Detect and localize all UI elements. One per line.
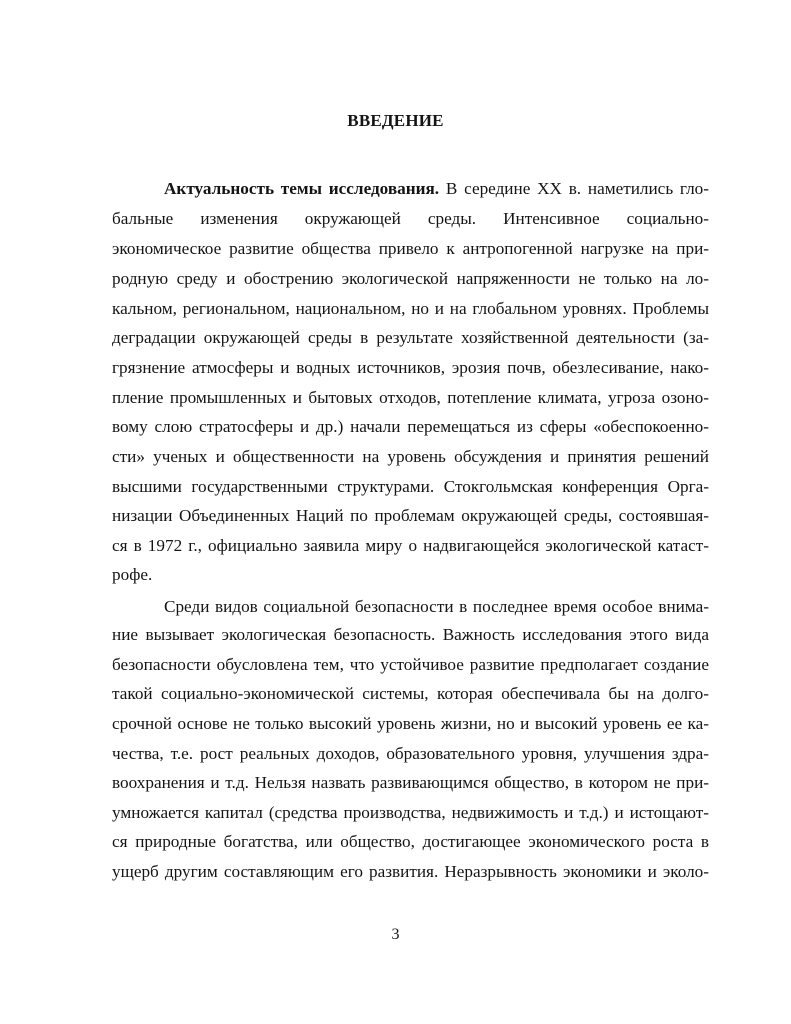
text-line: Среди видов социальной безопасности в последнее время особое внима- [164,597,709,616]
text-line: рофе. [112,565,153,584]
text-line: пление промышленных и бытовых отходов, потепление климата, угроза озоно- [112,388,709,407]
text-line: низации Объединенных Наций по проблемам окружающей среды, состоявшая- [112,506,709,525]
text-line [164,176,709,202]
text-line: умножается капитал (средства производства, недвижимость и т.д.) и истощают- [112,803,709,822]
text-line: воохранения и т.д. Нельзя назвать развивающимся общество, в котором не при- [112,773,709,792]
text-line: вому слою стратосферы и др.) начали перемещаться из сферы «обеспокоенно- [112,417,709,436]
text-line: ся в 1972 г., официально заявила миру о надвигающейся экологической катаст- [112,536,709,555]
text-line: чества, т.е. рост реальных доходов, образовательного уровня, улучшения здра- [112,744,709,763]
text-line: ние вызывает экологическая безопасность. Важность исследования этого вида [112,625,709,644]
text-line: сти» ученых и общественности на уровень обсуждения и принятия решений [112,447,709,466]
text-line: экономическое развитие общества привело к антропогенной нагрузке на при- [112,239,709,258]
text-line: родную среду и обострению экологической напряженности не только на ло- [112,269,709,288]
text-line: срочной основе не только высокий уровень жизни, но и высокий уровень ее ка- [112,714,709,733]
text-line: грязнение атмосферы и водных источников, эрозия почв, обезлесивание, нако- [112,358,709,377]
text-line-content: В середине XX в. наметились гло- [439,179,709,198]
section-heading: ВВЕДЕНИЕ [347,111,444,130]
text-line: деградации окружающей среды в результате хозяйственной деятельности (за- [112,328,709,347]
text-line: ущерб другим составляющим его развития. Неразрывность экономики и эколо- [112,862,709,881]
text-line: ся природные богатства, или общество, достигающее экономического роста в [112,832,709,851]
text-line: такой социально-экономической системы, которая обеспечивала бы на долго- [112,684,709,703]
page-number: 3 [391,926,400,943]
text-line: высшими государственными структурами. Стокгольмская конференция Орга- [112,477,709,496]
text-line: кальном, региональном, национальном, но и на глобальном уровнях. Проблемы [112,299,709,318]
bold-lead: Актуальность темы исследования. [164,179,440,198]
text-line: бальные изменения окружающей среды. Интенсивное социально- [112,209,709,228]
text-line: безопасности обусловлена тем, что устойчивое развитие предполагает создание [112,655,709,674]
